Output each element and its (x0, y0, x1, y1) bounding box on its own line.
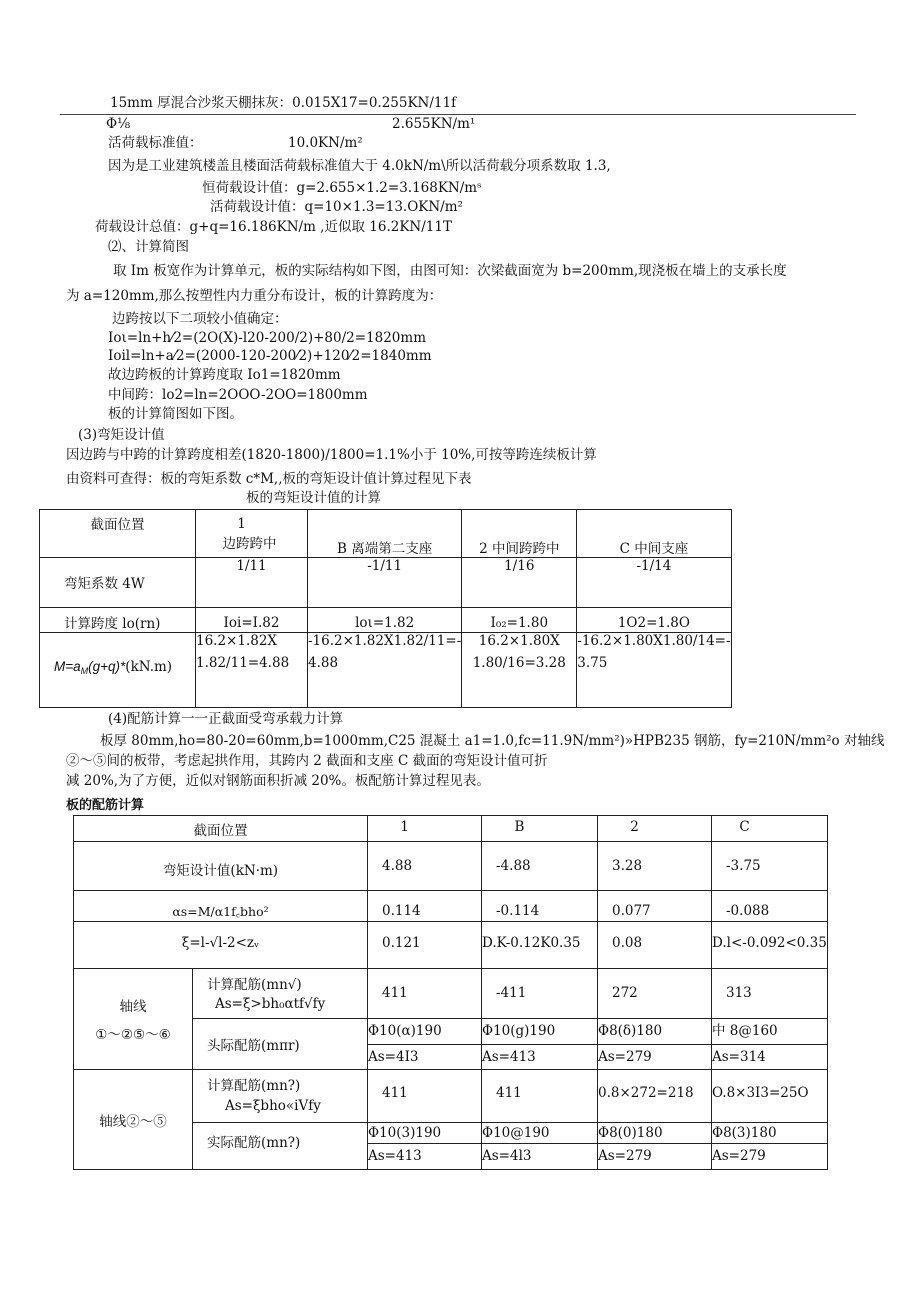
table-cell: Φ10@190 As=4l3 (482, 1123, 598, 1170)
table-row-label (40, 633, 196, 708)
text-line: 中间跨：lo2=ln=2OOO-2OO=1800mm (108, 387, 368, 403)
table-cell: I₀₂=1.80 (462, 608, 577, 633)
text-line: 因为是工业建筑楼盖且楼面活荷载标准值大于 4.0kN/m\所以活荷载分项系数取 1.3, (108, 158, 611, 174)
table-cell: 0.121 (368, 922, 482, 969)
table-cell: 0.077 (598, 891, 712, 922)
table-cell: 272 (598, 969, 712, 1019)
formula-gq: (g+q)* (88, 659, 126, 674)
table-cell: 3.28 (598, 842, 712, 891)
text-line: 2.655KN/m¹ (392, 116, 476, 132)
table-row-label: 计算配筋(mn√) As=ξ>bh₀αtf√fy (193, 969, 368, 1019)
table-cell: 1/16 (462, 558, 577, 608)
text-line: ⑵、计算简图 (108, 239, 189, 255)
table-cell: 0.114 (368, 891, 482, 922)
table-row-label: 计算配筋(mn?) As=ξbho«iVfy (193, 1070, 368, 1123)
text-line: 减 20%,为了方便，近似对钢筋面积折减 20%。板配筋计算过程见表。 (66, 773, 490, 789)
table-cell: -16.2×1.80X1.80/14=- 3.75 (577, 633, 731, 708)
table-cell: -16.2×1.82X1.82/11=- 4.88 (308, 633, 462, 708)
table-cell: Φ10(3)190 As=413 (368, 1123, 482, 1170)
table-header-cell: B (482, 816, 598, 842)
table-cell: -0.114 (482, 891, 598, 922)
text-line: 为 a=120mm,那么按塑性内力重分布设计，板的计算跨度为： (66, 288, 443, 304)
table-cell: 1/11 (196, 558, 308, 608)
table-cell: 中 8@160 As=314 (712, 1019, 828, 1070)
table-row-label: 计算跨度 lo(rn) (40, 608, 196, 633)
axis-group-label: 轴线 ①～②⑤～⑥ (74, 969, 193, 1070)
text-line: 板厚 80mm,ho=80-20=60mm,b=1000mm,C25 混凝土 a1=1.0,fc=11.9N/mm²)»HPB235 钢筋，fy=210N/mm²o 对轴线 (100, 733, 885, 749)
formula-subscript: M (80, 666, 89, 676)
formula-unit: (kN.m) (125, 659, 173, 675)
table-cell: 4.88 (368, 842, 482, 891)
table-cell: 16.2×1.80X 1.80/16=3.28 (462, 633, 577, 708)
table-caption: 板的配筋计算 (66, 797, 145, 812)
table-cell: Φ8(3)180 As=279 (712, 1123, 828, 1170)
table-cell: 0.8×272=218 (598, 1070, 712, 1123)
table-cell: 411 (482, 1070, 598, 1123)
table-header-cell: 1 (368, 816, 482, 842)
text-line: 因边跨与中跨的计算跨度相差(1820-1800)/1800=1.1%小于 10%,可按等跨连续板计算 (66, 447, 597, 463)
table-cell: O.8×3I3=25O (712, 1070, 828, 1123)
table-caption: 板的弯矩设计值的计算 (246, 490, 381, 506)
table-cell: -3.75 (712, 842, 828, 891)
text-line: 故边跨板的计算跨度取 Io1=1820mm (108, 367, 341, 383)
table-cell: Φ10(α)190 As=4I3 (368, 1019, 482, 1070)
section-heading: (4)配筋计算一一正截面受弯承载力计算 (108, 711, 344, 727)
text-line: 活荷载设计值：q=10×1.3=13.OKN/m² (210, 199, 463, 215)
text-line: 活荷载标准值： (108, 135, 203, 151)
table-cell: D.K-0.12K0.35 (482, 922, 598, 969)
table-row-label: αs=M/α1f꜀bho² (74, 891, 368, 922)
table-cell: Ioi=I.82 (196, 608, 308, 633)
table-row-label: 弯矩设计值(kN·m) (74, 842, 368, 891)
moment-table (39, 509, 732, 708)
text-line: 板的计算简图如下图。 (108, 406, 243, 422)
table-cell: -4.88 (482, 842, 598, 891)
table-cell: D.l<-0.092<0.35 (712, 922, 828, 969)
text-line: 荷载设计总值：g+q=16.186KN/m ,近似取 16.2KN/11T (95, 219, 452, 235)
horizontal-rule (60, 114, 856, 115)
table-row-label: 实际配筋(mn?) (193, 1123, 368, 1170)
text-line: 由资料可查得：板的弯矩系数 c*M,,板的弯矩设计值计算过程见下表 (66, 471, 472, 487)
table-cell: 16.2×1.82X 1.82/11=4.88 (196, 633, 308, 708)
table-cell: -1/14 (577, 558, 731, 608)
table-header-cell: 2 中间跨跨中 (462, 510, 577, 558)
table-cell: 411 (368, 1070, 482, 1123)
formula-m: M=a (54, 659, 81, 674)
table-header-cell: 截面位置 (40, 510, 196, 558)
table-cell: 0.08 (598, 922, 712, 969)
table-cell: Φ10(g)190 As=413 (482, 1019, 598, 1070)
table-header-cell: 截面位置 (74, 816, 368, 842)
text-line: 15mm 厚混合沙浆天棚抹灰：0.015X17=0.255KN/11f (110, 95, 457, 111)
table-header-cell: C (712, 816, 828, 842)
text-line: ②～⑤间的板带，考虑起拱作用，其跨内 2 截面和支座 C 截面的弯矩设计值可折 (66, 753, 548, 769)
table-header-cell: 2 (598, 816, 712, 842)
table-cell: loι=1.82 (308, 608, 462, 633)
table-header-cell: 1 边跨跨中 (196, 510, 308, 558)
table-cell: 1O2=1.8O (577, 608, 731, 633)
table-cell: 411 (368, 969, 482, 1019)
table-cell: 313 (712, 969, 828, 1019)
text-line: Φ⅛ (106, 116, 131, 132)
table-cell: -1/11 (308, 558, 462, 608)
table-cell: Φ8(δ)180 As=279 (598, 1019, 712, 1070)
text-line: 10.0KN/m² (288, 135, 363, 151)
table-row-label: 弯矩系数 4W (40, 558, 196, 608)
table-cell: -411 (482, 969, 598, 1019)
table-header-cell: B 离端第二支座 (308, 510, 462, 558)
table-cell: Φ8(0)180 As=279 (598, 1123, 712, 1170)
text-line: Ioι=ln+h⁄2=(2O(X)-l20-200/2)+80/2=1820mm (108, 330, 426, 346)
section-heading: (3)弯矩设计值 (78, 427, 165, 443)
text-line: 边跨按以下二项较小值确定： (112, 311, 288, 327)
reinforcement-table (73, 815, 828, 1170)
table-header-cell: C 中间支座 (577, 510, 731, 558)
table-cell: -0.088 (712, 891, 828, 922)
text-line: 取 Im 板宽作为计算单元，板的实际结构如下图，由图可知：次梁截面宽为 b=200mm,现浇板在墙上的支承长度 (113, 263, 787, 279)
table-row-label: ξ=l-√l-2<zᵥ (74, 922, 368, 969)
axis-group-label: 轴线②～⑤ (74, 1070, 193, 1170)
text-line: Ioil=ln+a⁄2=(2000-120-200⁄2)+120⁄2=1840mm (108, 348, 432, 364)
text-line: 恒荷载设计值：g=2.655×1.2=3.168KN/mˢ (202, 180, 482, 196)
table-row-label: 头际配筋(mπr) (193, 1019, 368, 1070)
